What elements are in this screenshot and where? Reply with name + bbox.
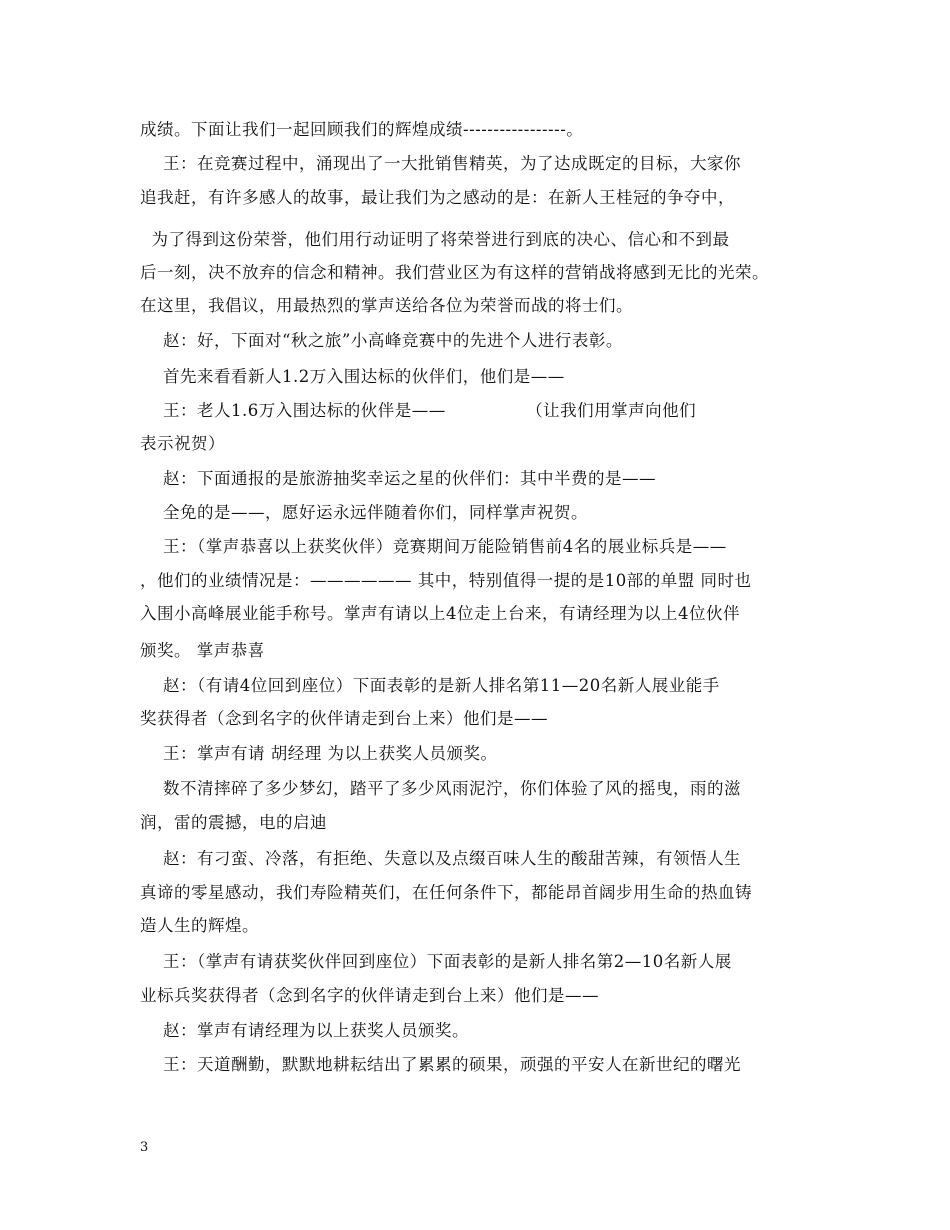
text-line: 王：（掌声恭喜以上获奖伙伴）竞赛期间万能险销售前4名的展业标兵是—— — [140, 537, 727, 556]
text-line: 表示祝贺） — [140, 434, 225, 453]
text-line: 追我赶，有许多感人的故事，最让我们为之感动的是：在新人王桂冠的争夺中， — [140, 188, 735, 207]
text-line: ，他们的业绩情况是：—————— 其中，特别值得一提的是10部的单盟 同时也 — [140, 571, 752, 590]
text-line: 奖获得者（念到名字的伙伴请走到台上来）他们是—— — [140, 709, 548, 728]
text-line: 业标兵奖获得者（念到名字的伙伴请走到台上来）他们是—— — [140, 986, 599, 1005]
text-line: 颁奖。 掌声恭喜 — [140, 641, 265, 660]
text-line: 成绩。下面让我们一起回顾我们的辉煌成绩-----------------。 — [140, 120, 584, 139]
text-line: 造人生的辉煌。 — [140, 916, 259, 935]
text-line: 赵：有刁蛮、冷落，有拒绝、失意以及点缀百味人生的酸甜苦辣，有领悟人生 — [140, 849, 741, 868]
text-line: 为了得到这份荣誉，他们用行动证明了将荣誉进行到底的决心、信心和不到最 — [140, 230, 730, 249]
text-line: 数不清摔碎了多少梦幻，踏平了多少风雨泥泞，你们体验了风的摇曳，雨的滋 — [140, 779, 741, 798]
text-line: 王：老人1.6万入围达标的伙伴是—— （让我们用掌声向他们 — [140, 401, 697, 420]
text-line: 赵：（有请4位回到座位）下面表彰的是新人排名第11—20名新人展业能手 — [140, 676, 720, 695]
text-line: 首先来看看新人1.2万入围达标的伙伴们，他们是—— — [140, 367, 565, 386]
text-line: 入围小高峰展业能手称号。掌声有请以上4位走上台来，有请经理为以上4位伙伴 — [140, 604, 740, 623]
text-line: 赵：好，下面对“秋之旅”小高峰竞赛中的先进个人进行表彰。 — [140, 331, 623, 350]
text-line: 王：在竞赛过程中，涌现出了一大批销售精英，为了达成既定的目标，大家你 — [140, 154, 741, 173]
text-line: 后一刻，决不放弃的信念和精神。我们营业区为有这样的营销战将感到无比的光荣。 — [140, 263, 769, 282]
text-line: 真谛的零星感动，我们寿险精英们，在任何条件下，都能昂首阔步用生命的热血铸 — [140, 883, 752, 902]
text-line: 赵：下面通报的是旅游抽奖幸运之星的伙伴们：其中半费的是—— — [140, 469, 656, 488]
text-line: 在这里，我倡议，用最热烈的掌声送给各位为荣誉而战的将士们。 — [140, 296, 633, 315]
page-number: 3 — [140, 1140, 149, 1155]
text-line: 王：（掌声有请获奖伙伴回到座位）下面表彰的是新人排名第2—10名新人展 — [140, 952, 732, 971]
text-line: 王：掌声有请 胡经理 为以上获奖人员颁奖。 — [140, 744, 498, 763]
text-line: 全免的是——，愿好运永远伴随着你们，同样掌声祝贺。 — [140, 503, 588, 522]
text-line: 王：天道酬勤，默默地耕耘结出了累累的硕果，顽强的平安人在新世纪的曙光 — [140, 1055, 741, 1074]
text-line: 赵：掌声有请经理为以上获奖人员颁奖。 — [140, 1021, 469, 1040]
text-line: 润，雷的震撼，电的启迪 — [140, 813, 327, 832]
